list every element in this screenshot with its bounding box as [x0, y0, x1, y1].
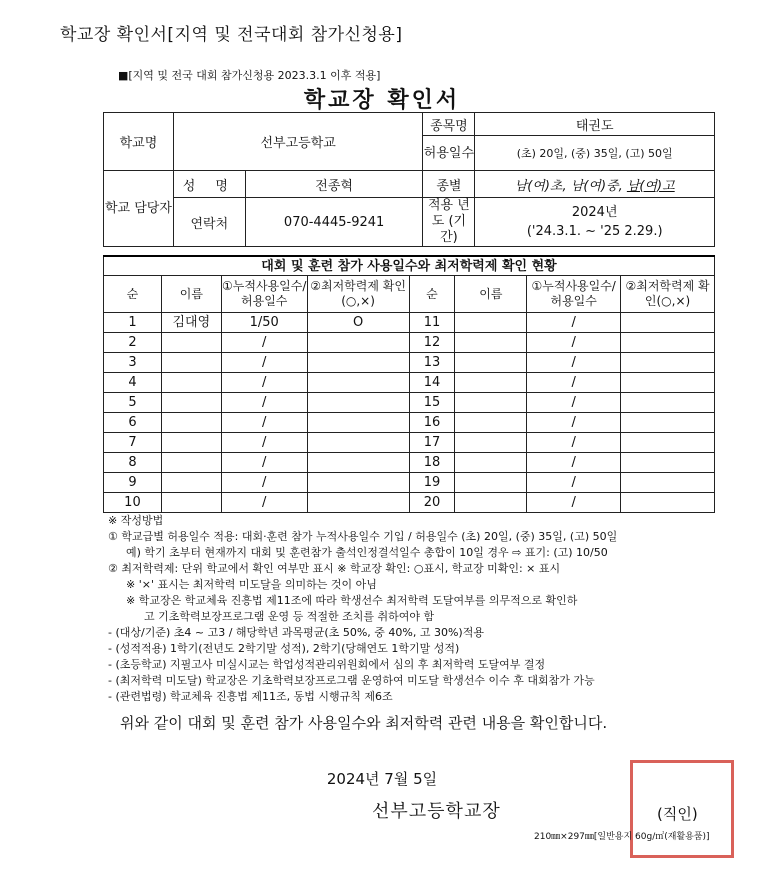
cell-no-right: 15: [409, 393, 455, 413]
category-middle: 남(여)중,: [570, 178, 623, 194]
page-header: 학교장 확인서[지역 및 전국대회 참가신청용]: [60, 25, 403, 45]
instruction-line: - (관련법령) 학교체육 진흥법 제11조, 동법 시행규칙 제6조: [108, 690, 393, 703]
cell-name-left: [161, 373, 221, 393]
instruction-line: - (최저학력 미도달) 학교장은 기초학력보장프로그램 운영하여 미도달 학생선수 이수 후 대회참가 가능: [108, 674, 595, 687]
cell-days-left: /: [221, 473, 307, 493]
category-value: [475, 171, 715, 198]
cell-days-left: /: [221, 433, 307, 453]
cell-days-left: /: [221, 453, 307, 473]
cell-name-right: [455, 393, 527, 413]
cell-no-right: 13: [409, 353, 455, 373]
cell-no-left: 6: [104, 413, 162, 433]
table-row: [104, 333, 715, 353]
cell-days-right: /: [527, 373, 621, 393]
cell-grade-left: [307, 453, 409, 473]
manager-name: 전종혁: [245, 171, 423, 198]
cell-name-right: [455, 433, 527, 453]
confirmation-statement: 위와 같이 대회 및 훈련 참가 사용일수와 최저학력 관련 내용을 확인합니다.: [120, 714, 608, 732]
table-row: [104, 493, 715, 513]
cell-name-left: [161, 453, 221, 473]
event-value: 태권도: [475, 113, 715, 136]
cell-grade-left: [307, 333, 409, 353]
cell-days-left: /: [221, 333, 307, 353]
cell-days-right: /: [527, 413, 621, 433]
school-info-table: [103, 112, 715, 247]
cell-days-right: /: [527, 493, 621, 513]
cell-grade-right: [621, 413, 715, 433]
instruction-line: ※ 학교장은 학교체육 진흥법 제11조에 따라 학생선수 최저학력 도달여부를 의무적으로 확인하: [126, 594, 578, 607]
instruction-line: 고 기초학력보장프로그램 운영 등 적절한 조치를 취하여야 함: [144, 610, 435, 623]
status-section-title: 대회 및 훈련 참가 사용일수와 최저학력제 확인 현황: [104, 256, 715, 276]
cell-grade-left: [307, 413, 409, 433]
cell-name-right: [455, 413, 527, 433]
cell-name-left: [161, 413, 221, 433]
cell-name-left: [161, 493, 221, 513]
cell-no-right: 14: [409, 373, 455, 393]
cell-name-left: [161, 353, 221, 373]
cell-no-right: 16: [409, 413, 455, 433]
cell-days-right: /: [527, 433, 621, 453]
cell-no-right: 12: [409, 333, 455, 353]
cell-name-left: [161, 473, 221, 493]
principal-name: 선부고등학교장: [372, 801, 501, 822]
cell-name-left: [161, 333, 221, 353]
instruction-line: - (성적적용) 1학기(전년도 2학기말 성적), 2학기(당해연도 1학기말 성적): [108, 642, 460, 655]
cell-grade-right: [621, 433, 715, 453]
cell-name-right: [455, 453, 527, 473]
cell-grade-right: [621, 393, 715, 413]
cell-days-left: /: [221, 413, 307, 433]
cell-grade-left: [307, 373, 409, 393]
col-days-left: ①누적사용일수/허용일수: [221, 276, 307, 313]
col-no-right: 순: [409, 276, 455, 313]
cell-name-left: [161, 433, 221, 453]
cell-no-left: 2: [104, 333, 162, 353]
instruction-line: ① 학교급별 허용일수 적용: 대회·훈련 참가 누적사용일수 기입 / 허용일수 (초) 20일, (중) 35일, (고) 50일: [108, 530, 618, 543]
col-name-left: 이름: [161, 276, 221, 313]
cell-days-left: /: [221, 353, 307, 373]
table-row: [104, 373, 715, 393]
cell-grade-left: O: [307, 313, 409, 333]
cell-no-left: 7: [104, 433, 162, 453]
cell-days-right: /: [527, 313, 621, 333]
col-grade-right: ②최저학력제 확인(○,×): [621, 276, 715, 313]
instruction-line: ② 최저학력제: 단위 학교에서 확인 여부만 표시 ※ 학교장 확인: ○표시, 학교장 미확인: × 표시: [108, 562, 561, 575]
col-no-left: 순: [104, 276, 162, 313]
instruction-line: ※ 작성방법: [108, 514, 164, 527]
cell-no-right: 11: [409, 313, 455, 333]
cell-grade-left: [307, 473, 409, 493]
table-row: [104, 473, 715, 493]
period-range: ('24.3.1. ~ '25 2.29.): [526, 224, 663, 239]
manager-label: 학교 담당자: [104, 171, 174, 247]
instruction-line: - (초등학교) 지필고사 미실시교는 학업성적관리위원회에서 심의 후 최저학력 도달여부 결정: [108, 658, 546, 671]
cell-name-right: [455, 333, 527, 353]
table-row: [104, 393, 715, 413]
name-label: 성 명: [173, 171, 245, 198]
cell-name-right: [455, 353, 527, 373]
period-year: 2024년: [571, 205, 618, 220]
cell-name-right: [455, 373, 527, 393]
table-row: [104, 413, 715, 433]
cell-no-right: 17: [409, 433, 455, 453]
cell-days-right: /: [527, 473, 621, 493]
table-row: [104, 353, 715, 373]
category-label: 종별: [423, 171, 475, 198]
cell-no-right: 19: [409, 473, 455, 493]
cell-days-left: /: [221, 373, 307, 393]
cell-no-left: 1: [104, 313, 162, 333]
school-name: 선부고등학교: [173, 113, 423, 171]
cell-name-left: 김대영: [161, 313, 221, 333]
cell-grade-right: [621, 373, 715, 393]
instruction-line: ※ '×' 표시는 최저학력 미도달을 의미하는 것이 아님: [126, 578, 377, 591]
cell-days-right: /: [527, 333, 621, 353]
paper-spec: 210㎜×297㎜[일반용지 60g/㎡(재활용품)]: [534, 832, 710, 842]
cell-days-left: /: [221, 393, 307, 413]
period-value: [475, 198, 715, 247]
cell-days-right: /: [527, 453, 621, 473]
contact-value: 070-4445-9241: [245, 198, 423, 247]
contact-label: 연락처: [173, 198, 245, 247]
cell-grade-right: [621, 473, 715, 493]
document-title: 학교장 확인서: [303, 88, 461, 113]
seal-label: (직인): [657, 805, 698, 823]
table-row: [104, 453, 715, 473]
cell-no-right: 18: [409, 453, 455, 473]
period-label: 적용 년도 (기간): [423, 198, 475, 247]
allowed-days-value: (초) 20일, (중) 35일, (고) 50일: [475, 136, 715, 171]
col-days-right: ①누적사용일수/허용일수: [527, 276, 621, 313]
cell-grade-right: [621, 313, 715, 333]
cell-grade-left: [307, 433, 409, 453]
category-high: 남(여)고: [626, 178, 675, 194]
cell-grade-left: [307, 353, 409, 373]
cell-no-left: 9: [104, 473, 162, 493]
cell-grade-right: [621, 493, 715, 513]
allowed-days-label: 허용일수: [423, 136, 475, 171]
cell-grade-right: [621, 333, 715, 353]
status-table: [103, 255, 715, 513]
issue-date: 2024년 7월 5일: [326, 770, 438, 788]
cell-no-left: 3: [104, 353, 162, 373]
cell-no-right: 20: [409, 493, 455, 513]
cell-name-right: [455, 493, 527, 513]
cell-grade-left: [307, 493, 409, 513]
instruction-line: - (대상/기준) 초4 ~ 고3 / 해당학년 과목평균(초 50%, 중 40%, 고 30%)적용: [108, 626, 484, 639]
cell-no-left: 8: [104, 453, 162, 473]
cell-name-right: [455, 473, 527, 493]
school-name-label: 학교명: [104, 113, 174, 171]
instruction-line: 예) 학기 초부터 현재까지 대회 및 훈련참가 출석인정결석일수 총합이 10일 경우 ⇨ 표기: (고) 10/50: [126, 546, 608, 559]
table-row: [104, 433, 715, 453]
event-label: 종목명: [423, 113, 475, 136]
cell-grade-right: [621, 453, 715, 473]
cell-grade-right: [621, 353, 715, 373]
cell-days-right: /: [527, 393, 621, 413]
cell-days-right: /: [527, 353, 621, 373]
cell-no-left: 5: [104, 393, 162, 413]
writing-instructions: [108, 513, 728, 705]
form-note: ■[지역 및 전국 대회 참가신청용 2023.3.1 이후 적용]: [118, 69, 381, 82]
category-elementary: 남(여)초,: [514, 178, 567, 194]
cell-no-left: 4: [104, 373, 162, 393]
col-name-right: 이름: [455, 276, 527, 313]
cell-name-left: [161, 393, 221, 413]
cell-days-left: 1/50: [221, 313, 307, 333]
cell-name-right: [455, 313, 527, 333]
cell-grade-left: [307, 393, 409, 413]
cell-days-left: /: [221, 493, 307, 513]
table-row: [104, 313, 715, 333]
cell-no-left: 10: [104, 493, 162, 513]
col-grade-left: ②최저학력제 확인(○,×): [307, 276, 409, 313]
